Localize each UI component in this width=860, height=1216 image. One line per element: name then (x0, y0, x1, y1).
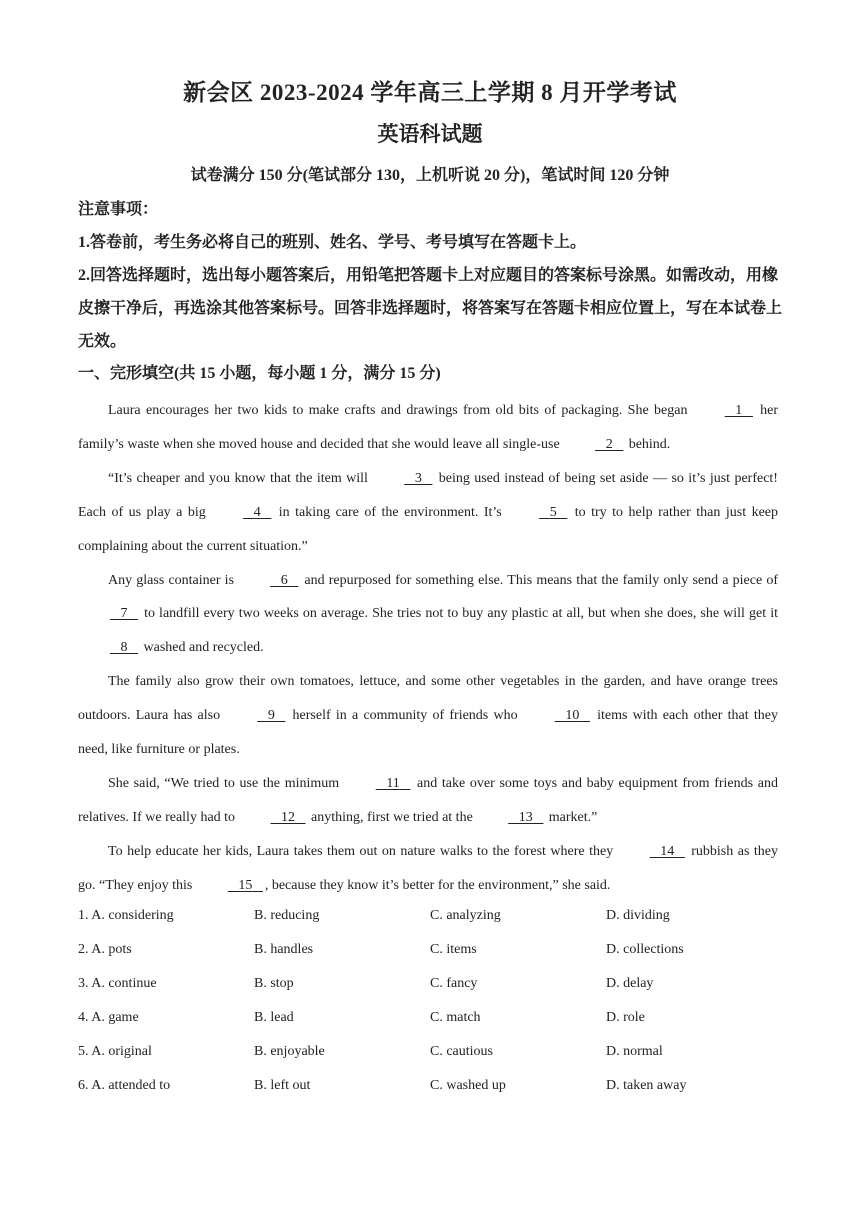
passage-text: in taking care of the environment. It’s (273, 504, 508, 520)
note-item-2: 2.回答选择题时，选出每小题答案后，用铅笔把答题卡上对应题目的答案标号涂黑。如需改动，用橡皮擦干净后，再选涂其他答案标号。回答非选择题时，将答案写在答题卡相应位置上，写在本试卷上无效。 (78, 267, 783, 350)
option-c: C. fancy (430, 976, 478, 991)
passage-text: items with each other that they need, like furniture or plates. (78, 708, 778, 758)
exam-meta: 试卷满分 150 分(笔试部分 130，上机听说 20 分)，笔试时间 120 分钟 (190, 167, 670, 184)
passage-text: herself in a community of friends who (287, 708, 523, 724)
note-item-1: 1.答卷前，考生务必将自己的班别、姓名、学号、考号填写在答题卡上。 (78, 234, 587, 251)
option-c: C. analyzing (430, 908, 501, 923)
blank-10: 10 (565, 708, 580, 724)
blank-1: 1 (735, 403, 743, 418)
option-d: D. collections (606, 942, 684, 957)
passage-text: washed and recycled. (140, 640, 264, 656)
passage-text: Laura encourages her two kids to make crafts and drawings from old bits of packaging. She began (108, 403, 693, 418)
passage-paragraph (78, 564, 778, 666)
option-a: 5. A. original (78, 1044, 152, 1059)
passage-text: anything, first we tried at the (307, 809, 477, 825)
option-d: D. role (606, 1010, 645, 1025)
option-b: B. reducing (254, 908, 320, 923)
passage-text: To help educate her kids, Laura takes them out on nature walks to the forest where they (108, 843, 618, 859)
option-b: B. handles (254, 942, 314, 957)
blank-15: 15 (238, 877, 253, 893)
passage-paragraph (78, 835, 778, 903)
blank-3: 3 (414, 470, 422, 486)
passage-text: Any glass container is (108, 572, 239, 588)
option-c: C. cautious (430, 1044, 493, 1059)
blank-11: 11 (386, 775, 400, 791)
exam-subtitle: 英语科试题 (377, 122, 483, 146)
answer-options (78, 900, 798, 1104)
passage-text: , because they know it’s better for the environment,” she said. (264, 877, 611, 893)
blank-8: 8 (120, 640, 128, 656)
blank-13: 13 (518, 809, 533, 825)
option-a: 3. A. continue (78, 976, 157, 991)
blank-9: 9 (267, 708, 275, 724)
passage-paragraph (78, 462, 778, 564)
option-b: B. lead (254, 1010, 294, 1025)
passage-text: “It’s cheaper and you know that the item will (108, 470, 373, 486)
passage-text: The family also grow their own tomatoes, lettuce, and some other vegetables in the garden, and have orange trees outdoors. Laura has also (78, 674, 778, 724)
question-row (78, 1002, 798, 1036)
blank-5: 5 (549, 504, 557, 520)
option-d: D. dividing (606, 908, 670, 923)
option-c: C. items (430, 942, 477, 957)
blank-4: 4 (253, 504, 261, 520)
passage-text: and take over some toys and baby equipment from friends and relatives. If we really had to (78, 775, 778, 825)
exam-title: 新会区 2023-2024 学年高三上学期 8 月开学考试 (183, 80, 677, 105)
option-a: 1. A. considering (78, 908, 174, 923)
passage-text: her family’s waste when she moved house and decided that she would leave all single-use (78, 403, 778, 452)
passage-text: rubbish as they go. “They enjoy this (78, 843, 778, 893)
passage-text: being used instead of being set aside — so it’s just perfect! Each of us play a big (78, 470, 778, 520)
blank-2: 2 (605, 436, 613, 452)
passage-text: behind. (625, 436, 671, 452)
question-row (78, 934, 798, 968)
option-d: D. taken away (606, 1078, 687, 1093)
question-row (78, 900, 798, 934)
option-b: B. stop (254, 976, 294, 991)
option-b: B. left out (254, 1078, 311, 1093)
option-d: D. normal (606, 1044, 663, 1059)
option-a: 2. A. pots (78, 942, 132, 957)
option-a: 6. A. attended to (78, 1078, 171, 1093)
option-c: C. match (430, 1010, 481, 1025)
option-a: 4. A. game (78, 1010, 139, 1025)
passage-text: She said, “We tried to use the minimum (108, 775, 344, 791)
passage-paragraph (78, 394, 778, 462)
option-c: C. washed up (430, 1078, 506, 1093)
question-row (78, 968, 798, 1002)
blank-6: 6 (280, 572, 288, 588)
option-b: B. enjoyable (254, 1044, 325, 1059)
passage-text: to try to help rather than just keep complaining about the current situation.” (78, 504, 778, 554)
notes-heading: 注意事项： (78, 201, 159, 218)
blank-12: 12 (281, 809, 296, 825)
passage-paragraph (78, 767, 778, 835)
section-title: 一、完形填空(共 15 小题，每小题 1 分，满分 15 分) (78, 365, 441, 382)
blank-7: 7 (120, 606, 128, 622)
passage-text: and repurposed for something else. This means that the family only send a piece of (300, 572, 779, 588)
question-row (78, 1036, 798, 1070)
question-row (78, 1070, 798, 1104)
cloze-passage (78, 394, 778, 903)
blank-14: 14 (660, 843, 675, 859)
passage-text: to landfill every two weeks on average. She tries not to buy any plastic at all, but when she does, she will get it (140, 606, 778, 622)
option-d: D. delay (606, 976, 654, 991)
passage-paragraph (78, 665, 778, 767)
passage-text: market.” (545, 809, 598, 825)
